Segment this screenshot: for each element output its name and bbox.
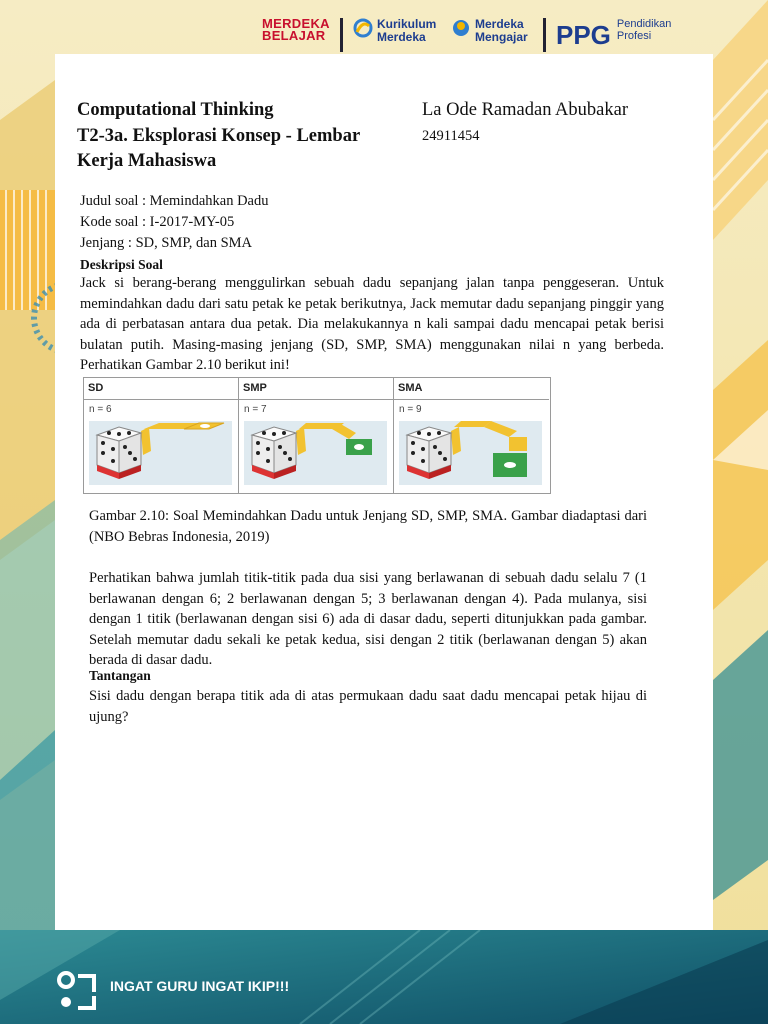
header-logos bbox=[262, 18, 679, 52]
panel-n: n = 7 bbox=[244, 404, 267, 415]
ppg-sub-label: Pendidikan Profesi bbox=[616, 18, 672, 42]
ppg-logo bbox=[556, 18, 679, 52]
challenge-paragraph: Sisi dadu dengan berapa titik ada di atas permukaan dadu saat dadu mencapai petak hijau di ujung? bbox=[89, 688, 647, 725]
figure-caption: Gambar 2.10: Soal Memindahkan Dadu untuk Jenjang SD, SMP, SMA. Gambar diadaptasi dari (NBO Bebras Indonesia, 2019) bbox=[89, 508, 647, 545]
description-paragraph: Jack si berang-berang menggulirkan sebuah dadu sepanjang jalan tanpa penggeseran. Untuk memindahkan dadu dari satu petak ke petak berikutnya, Jack memutar dadu sepanjang pinggir yang ada di perbatasan antara dua petak. Dia melakukannya n kali sampai dadu mencapai petak berisi bulatan putih. Masing-masing jenjang (SD, SMP, SMA) menggunakan nilai n yang berbeda. Perhatikan Gambar 2.10 berikut ini! bbox=[80, 275, 664, 373]
student-id: 24911454 bbox=[422, 128, 480, 144]
document-title bbox=[77, 98, 387, 175]
challenge-heading: Tantangan bbox=[89, 668, 151, 683]
kurikulum-icon bbox=[353, 18, 373, 38]
figure-panel-sd bbox=[84, 378, 239, 493]
kurikulum-merdeka-logo bbox=[353, 18, 441, 44]
problem-code: Kode soal : I-2017-MY-05 bbox=[80, 214, 235, 230]
merdeka-belajar-logo: MERDEKA BELAJAR bbox=[262, 16, 330, 43]
panel-label: SMA bbox=[394, 378, 549, 400]
ppg-label: PPG bbox=[556, 20, 611, 50]
dice-figure bbox=[83, 377, 551, 494]
kurikulum-label: Kurikulum Merdeka bbox=[377, 17, 437, 44]
problem-title: Judul soal : Memindahkan Dadu bbox=[80, 193, 269, 209]
title-line-3: Kerja Mahasiswa bbox=[77, 151, 217, 171]
ikip-logo-icon bbox=[56, 970, 100, 1014]
title-line-1: Computational Thinking bbox=[77, 100, 274, 120]
mengajar-icon bbox=[451, 18, 471, 38]
figure-panel-smp bbox=[239, 378, 394, 493]
dice-path-image-smp bbox=[244, 421, 387, 485]
description-heading: Deskripsi Soal bbox=[80, 257, 163, 272]
logo-divider bbox=[543, 18, 546, 52]
dice-path-image-sma bbox=[399, 421, 542, 485]
mengajar-label: Merdeka Mengajar bbox=[475, 17, 528, 44]
merdeka-mengajar-logo bbox=[451, 18, 533, 44]
figure-panel-sma bbox=[394, 378, 549, 493]
title-line-2: T2-3a. Eksplorasi Konsep - Lembar bbox=[77, 125, 361, 146]
author-name: La Ode Ramadan Abubakar bbox=[422, 100, 628, 120]
rules-paragraph: Perhatikan bahwa jumlah titik-titik pada dua sisi yang berlawanan di sebuah dadu selalu 7 (1 berlawanan dengan 6; 2 berlawanan dengan 5; 3 berlawanan dengan 4). Pada mulanya, sisi dengan 1 titik (berlawanan dengan sisi 6) ada di dasar dadu, seperti ditunjukkan pada gambar. Setelah memutar dadu sekali ke petak kedua, sisi dengan 2 titik (berlawanan dengan 5) akan berada di dasar dadu. bbox=[89, 570, 647, 668]
panel-label: SMP bbox=[239, 378, 393, 400]
logo-divider bbox=[340, 18, 343, 52]
worksheet-page bbox=[55, 54, 713, 930]
footer-slogan: INGAT GURU INGAT IKIP!!! bbox=[110, 978, 290, 994]
problem-level: Jenjang : SD, SMP, dan SMA bbox=[80, 235, 253, 251]
problem-meta bbox=[80, 191, 268, 275]
dice-path-image-sd bbox=[89, 421, 232, 485]
panel-n: n = 9 bbox=[399, 404, 422, 415]
panel-n: n = 6 bbox=[89, 404, 112, 415]
panel-label: SD bbox=[84, 378, 238, 400]
